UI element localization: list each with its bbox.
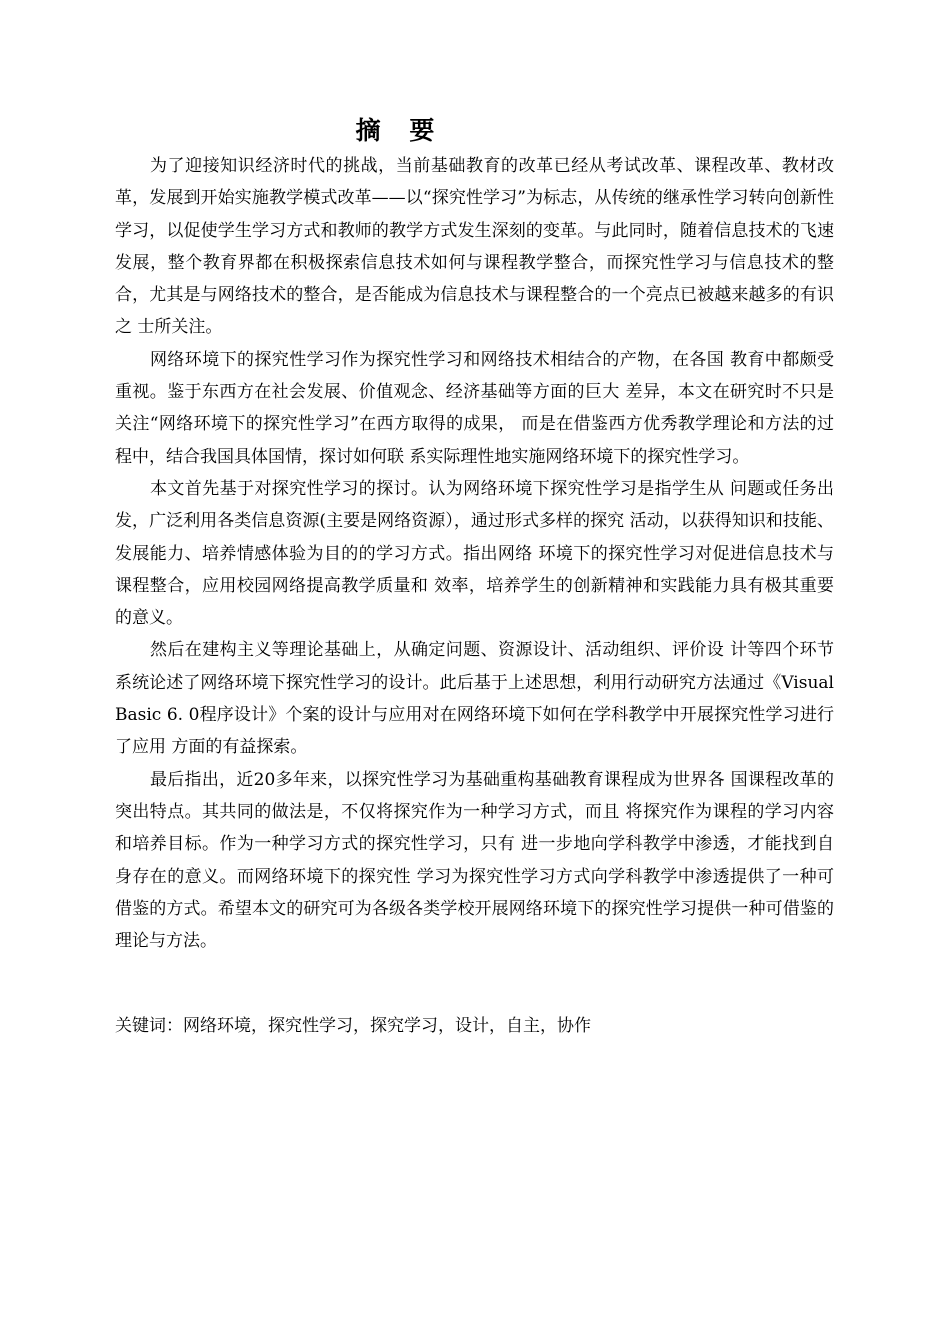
paragraph-5: 最后指出，近20多年来，以探究性学习为基础重构基础教育课程成为世界各 国课程改革的突出特点。其共同的做法是，不仅将探究作为一种学习方式，而且 将探究作为课程的学习内容和培养目标。作为一种学习方式的探究性学习，只有 进一步地向学科教学中渗透，才能找到自身存在的意义。而网络环境下的探究性 学习为探究性学习方式向学科教学中渗透提供了一种可借鉴的方式。希望本文的研究可为各级各类学校开展网络环境下的探究性学习提供一种可借鉴的理论与方法。 — [115, 769, 834, 952]
abstract-title: 摘 要 — [355, 116, 445, 145]
paragraph-2: 网络环境下的探究性学习作为探究性学习和网络技术相结合的产物，在各国 教育中都颇受重视。鉴于东西方在社会发展、价值观念、经济基础等方面的巨大 差异，本文在研究时不只是关注“网络环境下的探究性学习”在西方取得的成果， 而是在借鉴西方优秀教学理论和方法的过程中，结合我国具体国情，探讨如何联 系实际理性地实施网络环境下的探究性学习。 — [115, 349, 834, 467]
paragraph-4: 然后在建构主义等理论基础上，从确定问题、资源设计、活动组织、评价设 计等四个环节系统论述了网络环境下探究性学习的设计。此后基于上述思想，利用行动研究方法通过《Visual Basic 6. 0程序设计》个案的设计与应用对在网络环境下如何在学科教学中开展探究性学习进行了应用 方面的有益探索。 — [115, 640, 834, 758]
keywords-line: 关键词：网络环境，探究性学习，探究学习，设计，自主，协作 — [115, 1016, 591, 1036]
paragraph-1: 为了迎接知识经济时代的挑战，当前基础教育的改革已经从考试改革、课程改革、教材改革，发展到开始实施教学模式改革——以“探究性学习”为标志，从传统的继承性学习转向创新性学习，以促使学生学习方式和教师的教学方式发生深刻的变革。与此同时，随着信息技术的飞速发展，整个教育界都在积极探索信息技术如何与课程教学整合，而探究性学习与信息技术的整合，尤其是与网络技术的整合，是否能成为信息技术与课程整合的一个亮点已被越来越多的有识之 士所关注。 — [115, 156, 834, 338]
paragraph-3: 本文首先基于对探究性学习的探讨。认为网络环境下探究性学习是指学生从 问题或任务出发，广泛利用各类信息资源(主要是网络资源），通过形式多样的探究 活动，以获得知识和技能、发展能力、培养情感体验为目的的学习方式。指出网络 环境下的探究性学习对促进信息技术与课程整合，应用校园网络提高教学质量和 效率，培养学生的创新精神和实践能力具有极其重要的意义。 — [115, 478, 834, 629]
abstract-body — [115, 150, 834, 957]
